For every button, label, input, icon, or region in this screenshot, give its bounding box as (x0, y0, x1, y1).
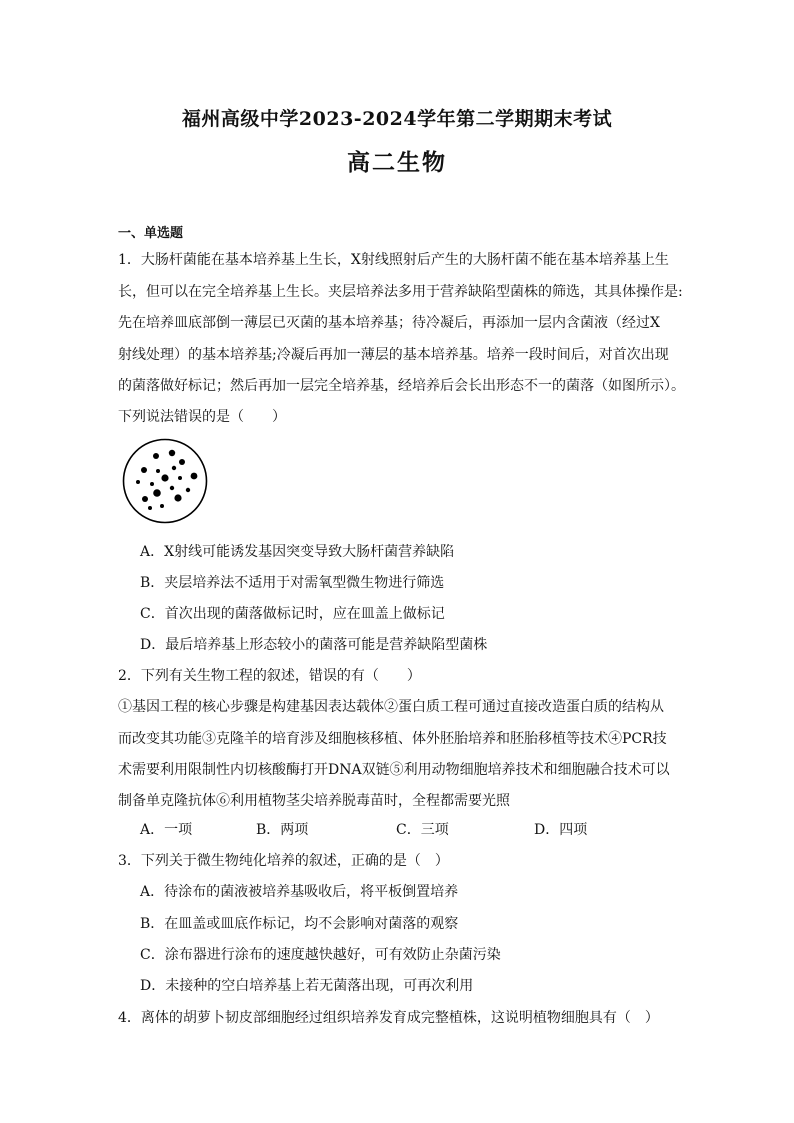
colony-dot (142, 496, 148, 502)
q2-stem-line: ①基因工程的核心步骤是构建基因表达载体②蛋白质工程可通过直接改造蛋白质的结构从 (118, 699, 664, 715)
q1-option-c: C．首次出现的菌落做标记时，应在皿盖上做标记 (140, 606, 445, 622)
colony-dot (156, 469, 160, 473)
q2-option-c: C．三项 (396, 822, 449, 838)
colony-dot (153, 489, 161, 497)
q2-option-b: B．两项 (256, 822, 309, 838)
q2-stem-line: 而改变其功能③克隆羊的培育涉及细胞核移植、体外胚胎培养和胚胎移植等技术④PCR技 (118, 731, 667, 747)
colony-dot (169, 450, 175, 456)
colony-dot (174, 494, 181, 501)
q3-option-a: A．待涂布的菌液被培养基吸收后，将平板倒置培养 (140, 884, 459, 900)
petri-dish-figure (122, 438, 208, 524)
q2-option-a: A．一项 (140, 822, 193, 838)
q2-stem-line: 术需要利用限制性内切核酸酶打开DNA双链⑤利用动物细胞培养技术和细胞融合技术可以 (118, 762, 670, 778)
q2-option-d: D．四项 (534, 822, 588, 838)
colony-dot (141, 467, 147, 473)
q3-stem: 3．下列关于微生物纯化培养的叙述，正确的是（ ） (118, 853, 449, 869)
colony-dot (178, 476, 182, 480)
exam-title: 福州高级中学2023-2024学年第二学期期末考试 (181, 108, 613, 130)
q1-stem-line: 射线处理）的基本培养基;冷凝后再加一薄层的基本培养基。培养一段时间后，对首次出现 (118, 347, 669, 363)
colony-dot (170, 486, 174, 490)
q3-option-c: C．涂布器进行涂布的速度越快越好，可有效防止杂菌污染 (140, 947, 501, 963)
q1-stem-line: 1．大肠杆菌能在基本培养基上生长，X射线照射后产生的大肠杆菌不能在基本培养基上生 (118, 252, 669, 268)
colony-dot (160, 504, 164, 508)
q2-stem: 2．下列有关生物工程的叙述，错误的有（ ） (118, 668, 421, 684)
colony-dot (153, 453, 159, 459)
colony-dot (148, 506, 152, 510)
q3-option-b: B．在皿盖或皿底作标记，均不会影响对菌落的观察 (140, 916, 459, 932)
q1-option-a: A．X射线可能诱发基因突变导致大肠杆菌营养缺陷 (140, 544, 455, 560)
q4-stem: 4．离体的胡萝卜韧皮部细胞经过组织培养发育成完整植株，这说明植物细胞具有（ ） (118, 1010, 659, 1026)
colony-dot (172, 466, 176, 470)
q1-stem-line: 先在培养皿底部倒一薄层已灭菌的基本培养基；待冷凝后，再添加一层内含菌液（经过X (118, 315, 660, 331)
q1-stem-line: 下列说法错误的是（ ） (118, 409, 286, 425)
colony-dot (136, 480, 140, 484)
q3-option-d: D．未接种的空白培养基上若无菌落出现，可再次利用 (140, 978, 474, 994)
section-heading: 一、单选题 (118, 226, 184, 241)
colony-dot (186, 488, 190, 492)
colony-dot (150, 482, 154, 486)
colony-dot (179, 459, 185, 465)
subject-title: 高二生物 (347, 149, 447, 176)
q1-option-d: D．最后培养基上形态较小的菌落可能是营养缺陷型菌株 (140, 637, 488, 653)
colony-dot (161, 474, 168, 481)
q1-stem-line: 的菌落做好标记；然后再加一层完全培养基，经培养后会长出形态不一的菌落（如图所示）。 (118, 378, 685, 394)
q2-stem-line: 制备单克隆抗体⑥利用植物茎尖培养脱毒苗时，全程都需要光照 (118, 793, 510, 809)
colony-dot (191, 473, 198, 480)
q1-option-b: B．夹层培养法不适用于对需氧型微生物进行筛选 (140, 575, 445, 591)
q1-stem-line: 长，但可以在完全培养基上生长。夹层培养法多用于营养缺陷型菌株的筛选，其具体操作是: (118, 284, 683, 300)
